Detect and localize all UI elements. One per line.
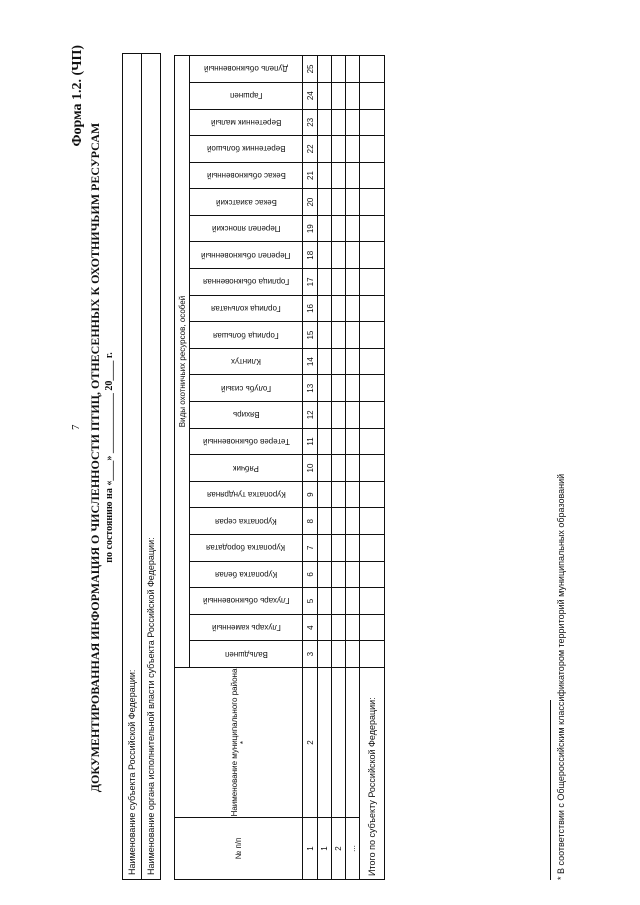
species-header-label: Бекас обыкновенный: [206, 171, 286, 180]
species-header-label: Вальдшнеп: [224, 649, 268, 659]
table-cell[interactable]: [332, 641, 346, 668]
table-cell[interactable]: [318, 667, 332, 817]
column-number: 8: [303, 508, 318, 535]
table-cell[interactable]: [346, 614, 360, 641]
organ-label: Наименование органа исполнительной власти субъекта Российской Федерации:: [146, 537, 156, 875]
table-cell[interactable]: [346, 667, 360, 817]
date-line: по состоянию на «____» ____________ 20____ г.: [104, 352, 115, 563]
table-cell[interactable]: [346, 588, 360, 615]
table-row: [332, 56, 346, 880]
table-cell[interactable]: [318, 588, 332, 615]
table-cell[interactable]: [346, 508, 360, 535]
species-header-label: Гаршнеп: [229, 91, 263, 101]
table-cell[interactable]: [346, 136, 360, 163]
total-cell[interactable]: [360, 348, 385, 375]
total-cell[interactable]: [360, 375, 385, 402]
column-number: 3: [303, 641, 318, 668]
species-header: [190, 508, 303, 535]
footnote-divider: [550, 700, 551, 880]
total-cell[interactable]: [360, 322, 385, 349]
total-cell[interactable]: [360, 242, 385, 269]
species-header: [190, 109, 303, 136]
table-cell[interactable]: [346, 455, 360, 482]
table-cell[interactable]: [318, 481, 332, 508]
table-cell[interactable]: [332, 428, 346, 455]
column-number: 12: [303, 402, 318, 429]
total-cell[interactable]: [360, 481, 385, 508]
total-cell[interactable]: [360, 215, 385, 242]
species-header: [190, 162, 303, 189]
table-cell[interactable]: [318, 455, 332, 482]
column-number: 21: [303, 162, 318, 189]
total-cell[interactable]: [360, 455, 385, 482]
table-cell[interactable]: [332, 109, 346, 136]
table-cell[interactable]: [332, 322, 346, 349]
table-cell[interactable]: [346, 242, 360, 269]
table-cell[interactable]: [318, 82, 332, 109]
total-cell[interactable]: [360, 269, 385, 296]
footnote: * В соответствии с Общероссийским классификатором территорий муниципальных образований: [556, 473, 566, 880]
table-cell[interactable]: [332, 375, 346, 402]
total-cell[interactable]: [360, 136, 385, 163]
species-header: [190, 215, 303, 242]
total-cell[interactable]: [360, 402, 385, 429]
total-cell[interactable]: [360, 56, 385, 83]
total-row: [360, 56, 385, 880]
column-number: 14: [303, 348, 318, 375]
document-title: ДОКУМЕНТИРОВАННАЯ ИНФОРМАЦИЯ О ЧИСЛЕННОСТИ ПТИЦ, ОТНЕСЕННЫХ К ОХОТНИЧЬИМ РЕСУРСАМ: [88, 122, 102, 793]
column-number: 2: [303, 667, 318, 817]
total-cell[interactable]: [360, 614, 385, 641]
table-cell[interactable]: [332, 136, 346, 163]
table-cell[interactable]: [332, 82, 346, 109]
species-header-label: Куропатка тундряная: [206, 490, 286, 500]
table-row: [318, 56, 332, 880]
column-number: 15: [303, 322, 318, 349]
column-number-row: [303, 56, 318, 880]
species-header-label: Горлица кольчатая: [211, 303, 281, 313]
species-header: [190, 588, 303, 615]
table-cell[interactable]: [332, 561, 346, 588]
column-number: 23: [303, 109, 318, 136]
column-number: 16: [303, 295, 318, 322]
table-cell[interactable]: [318, 348, 332, 375]
table-cell[interactable]: [318, 56, 332, 83]
table-cell[interactable]: [346, 189, 360, 216]
table-cell[interactable]: [346, 561, 360, 588]
species-header-label: Веретенник малый: [210, 117, 282, 127]
table-cell[interactable]: [318, 375, 332, 402]
table-cell[interactable]: [346, 641, 360, 668]
species-header-label: Бекас азиатский: [215, 197, 277, 207]
column-number: 10: [303, 455, 318, 482]
table-cell[interactable]: [332, 535, 346, 562]
column-number: 18: [303, 242, 318, 269]
species-header: [190, 481, 303, 508]
table-cell[interactable]: [318, 402, 332, 429]
column-number: 25: [303, 56, 318, 83]
table-cell[interactable]: [332, 215, 346, 242]
table-cell[interactable]: [346, 215, 360, 242]
row-number: 2: [332, 818, 346, 880]
col-no-header: № п/п: [175, 818, 303, 880]
column-number: 7: [303, 535, 318, 562]
total-cell[interactable]: [360, 109, 385, 136]
table-cell[interactable]: [346, 82, 360, 109]
column-number: 13: [303, 375, 318, 402]
total-cell[interactable]: [360, 82, 385, 109]
table-cell[interactable]: [332, 481, 346, 508]
species-header: [190, 561, 303, 588]
column-number: 11: [303, 428, 318, 455]
total-cell[interactable]: [360, 641, 385, 668]
species-header: [190, 455, 303, 482]
table-cell[interactable]: [346, 269, 360, 296]
table-cell[interactable]: [346, 481, 360, 508]
total-cell[interactable]: [360, 189, 385, 216]
document-sheet: [70, 35, 630, 880]
total-cell[interactable]: [360, 295, 385, 322]
table-row: [346, 56, 360, 880]
species-header: [190, 614, 303, 641]
species-header: [190, 402, 303, 429]
subject-label: Наименование субъекта Российской Федерации:: [123, 54, 142, 879]
species-header-label: Куропатка белая: [214, 569, 278, 579]
row-number: 1: [318, 818, 332, 880]
table-cell[interactable]: [346, 322, 360, 349]
species-header: [190, 428, 303, 455]
species-header-label: Горлица обыкновенная: [202, 277, 290, 287]
page-number: 7: [70, 424, 82, 430]
column-number: 20: [303, 189, 318, 216]
table-cell[interactable]: [318, 641, 332, 668]
total-cell[interactable]: [360, 508, 385, 535]
species-header: [190, 295, 303, 322]
table-cell[interactable]: [318, 189, 332, 216]
table-cell[interactable]: [332, 56, 346, 83]
species-header: [190, 348, 303, 375]
species-header-label: Веретенник большой: [206, 144, 286, 154]
birds-table: [174, 55, 385, 880]
table-cell[interactable]: [318, 136, 332, 163]
column-number: 4: [303, 614, 318, 641]
table-cell[interactable]: [318, 109, 332, 136]
table-cell[interactable]: [318, 508, 332, 535]
species-group-header: Виды охотничьих ресурсов, особей: [175, 56, 190, 668]
table-cell[interactable]: [332, 508, 346, 535]
total-cell[interactable]: [360, 428, 385, 455]
total-cell[interactable]: [360, 162, 385, 189]
species-header: [190, 375, 303, 402]
species-header: [190, 641, 303, 668]
column-number: 22: [303, 136, 318, 163]
table-cell[interactable]: [318, 269, 332, 296]
table-cell[interactable]: [332, 189, 346, 216]
group-header-row: [175, 56, 190, 880]
subject-block: [122, 53, 161, 880]
species-header: [190, 242, 303, 269]
table-cell[interactable]: [318, 295, 332, 322]
table-cell[interactable]: [346, 295, 360, 322]
table-cell[interactable]: [318, 614, 332, 641]
table-cell[interactable]: [346, 375, 360, 402]
column-number: 1: [303, 818, 318, 880]
column-number: 17: [303, 269, 318, 296]
table-cell[interactable]: [332, 269, 346, 296]
table-cell[interactable]: [318, 162, 332, 189]
total-cell[interactable]: [360, 588, 385, 615]
species-header: [190, 269, 303, 296]
species-header-label: Куропатка серая: [215, 516, 277, 526]
species-header-label: Куропатка бородатая: [206, 543, 286, 553]
column-number: 24: [303, 82, 318, 109]
table-cell[interactable]: [332, 348, 346, 375]
column-number: 9: [303, 481, 318, 508]
species-header-label: Перепел японский: [211, 224, 281, 234]
table-cell[interactable]: [332, 614, 346, 641]
table-cell[interactable]: [346, 402, 360, 429]
table-cell[interactable]: [346, 109, 360, 136]
table-cell[interactable]: [332, 295, 346, 322]
species-header: [190, 535, 303, 562]
species-header-label: Перепел обыкновенный: [201, 250, 291, 260]
table-cell[interactable]: [346, 535, 360, 562]
species-header: [190, 322, 303, 349]
table-cell[interactable]: [346, 56, 360, 83]
species-header-label: Рябчик: [233, 463, 259, 473]
table-cell[interactable]: [332, 242, 346, 269]
table-cell[interactable]: [346, 348, 360, 375]
species-header-label: Дупель обыкновенный: [204, 64, 288, 74]
table-cell[interactable]: [318, 535, 332, 562]
species-header-label: Клинтух: [231, 357, 261, 367]
species-header-label: Глухарь обыкновенный: [202, 596, 290, 606]
species-header: [190, 189, 303, 216]
species-header: [190, 136, 303, 163]
table-cell[interactable]: [318, 561, 332, 588]
table-cell[interactable]: [332, 455, 346, 482]
table-cell[interactable]: [318, 428, 332, 455]
table-cell[interactable]: [346, 162, 360, 189]
table-cell[interactable]: [332, 667, 346, 817]
species-header: [190, 56, 303, 83]
column-number: 5: [303, 588, 318, 615]
row-number: ...: [346, 818, 360, 880]
table-cell[interactable]: [346, 428, 360, 455]
total-label: Итого по субъекту Российской Федерации:: [360, 667, 385, 879]
table-cell[interactable]: [318, 215, 332, 242]
column-number: 19: [303, 215, 318, 242]
table-cell[interactable]: [332, 162, 346, 189]
table-cell[interactable]: [332, 588, 346, 615]
col-district-header: Наименование муниципального района *: [175, 667, 303, 817]
species-header-label: Горлица большая: [213, 330, 279, 340]
total-cell[interactable]: [360, 561, 385, 588]
form-label: Форма 1.2. (ЧП): [70, 45, 85, 147]
column-number: 6: [303, 561, 318, 588]
table-cell[interactable]: [332, 402, 346, 429]
species-header: [190, 82, 303, 109]
total-cell[interactable]: [360, 535, 385, 562]
species-header-label: Вяхирь: [232, 410, 260, 420]
species-header-label: Тетерев обыкновенный: [202, 436, 290, 446]
species-header-label: Глухарь каменный: [211, 623, 281, 633]
table-cell[interactable]: [318, 242, 332, 269]
species-header-label: Голубь сизый: [220, 383, 272, 393]
table-cell[interactable]: [318, 322, 332, 349]
